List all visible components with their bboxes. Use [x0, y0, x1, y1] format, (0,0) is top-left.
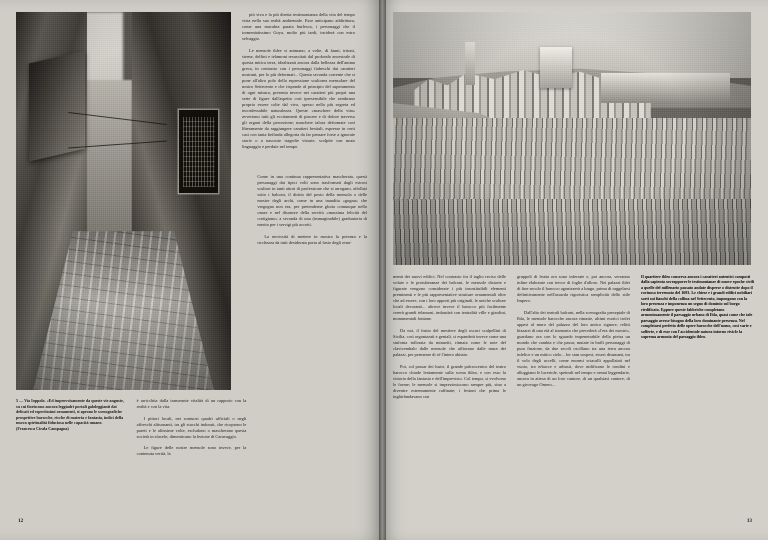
body-paragraph: Poi, col passar dei lustri, il grande palcoscenico del teatro barocco chiude lentamente sulla scena iblea, e con esso la vittoria della fantasia e dell'imprevisto. Col tempo, si evolvono le forme; le mensole si impreziosiscono sempre più, sino a divenire estremamente raffinate; i festoni che prima le inghirlandavano con — [393, 363, 506, 399]
page-number-left: 12 — [18, 518, 24, 524]
left-page-column-right-cont — [257, 174, 367, 463]
body-paragraph: grappoli di frutta ora sono inferrate e, poi ancora, verranno infine elaborate con trecce di foglie d'alloro. Nei palazzi iblei di fine secolo il barocco agonizzerà a lungo, prima di raggelarsi definitivamente nell'assurda rigoristica semplicità dello stile Impero. — [517, 274, 630, 304]
page-number-right: 13 — [746, 518, 752, 524]
ibla-town-panorama-photo — [393, 12, 751, 265]
figure-caption — [16, 398, 126, 463]
left-page-column-mid — [137, 398, 247, 463]
book-gutter — [379, 0, 386, 540]
body-paragraph: I pittori locali, nei sontuosi quadri ufficiali o negli affreschi altisonanti, tra gli stucchi indorati, che ricoprono le pareti e le altissime volte, escludono o mascherano questa società in sfacelo; dimenticano la lezione di Caravaggio. — [136, 415, 247, 439]
right-page-top-section — [393, 12, 754, 265]
body-paragraph: La necessità di mettere in mostra la potenza e la ricchezza da tutti desiderata porta al fasto degli orna- — [257, 233, 368, 245]
body-paragraph: Da noi, il frutto del mestiere degli oscuri scalpellini di Sicilia, così organizzati e geniali, si espanderà invece come una sinfonia inflorata da minuetti, ritmata come le note del clavicembalo dalle mensole che affiorano dalle mura dei palazzi, per permeare di sé l'intero abitato. — [393, 327, 506, 358]
right-page-column-mid — [517, 274, 630, 405]
right-page — [381, 0, 768, 540]
body-paragraph: Le figure delle nostre mensole sono invece, per la contenuta verità, la — [136, 445, 247, 457]
body-paragraph: Come in una continua rappresentativa mascherata, questi personaggi dai tipici volti sono trasformati dagli estrosi scultori in tanti attori di professione che si arrogano, affollati sotto i balconi, il diritto del posto della mensola o delle mostre degli archi, come in una inaudita «gogna» che vergogna non era, per pretenderne gloria comunque nello onore e nel disonore della servitù «massima felicità del cortigiano» a seconda di una (immaginabile) graduatoria di merito per i servigi più accetti. — [257, 174, 368, 228]
right-page-column-left — [393, 274, 506, 405]
body-paragraph: Dall'alto dei teatrali balconi, nella scenografia presepiale di Ibla, le mensole barocche ancora rimaste, ultimi esotici trofei appesi al muro del palazzo del loro antico signore, relitti bizzarri di una età al tramonto che precederà «l'era dei mostri», guardano ora con lo sguardo impenetrabile della pietra un mondo che cambia e che passa; mutate in buffi personaggi di pura finzione, da due secoli oscillano tra una terra ancora infelice e un mitico cielo... lor stan sospesi, esseri disumani, tra il volo degli uccelli, come enormi sciacalli appollaiati nel vuoto, tra erbacce e arbusti, dove nidificano le rondini e alloggiano le lucertole, spettrali nel tempo e ormai leggendarie, ancora in attesa di un loro cantore, di un qualsiasi cantore, di un girovago Omero... — [517, 309, 630, 388]
body-paragraph: menti dei nuovi edifici. Nel contrasto fra il taglio reciso delle volute e le protuberanze dei balconi, le mensole distorte e figurate vengono considerate i più insostituibili elementi preminenti e le più rappresentative strutture ornamentali oltre che ad essere, con i loro apporti più originali, le uniche sculture locali decoranti... altrove invece il barocco più facilmente creerà grandi telamoni, imbastirà con teatralità ville e giardini, monumentali fontane. — [393, 274, 506, 322]
body-paragraph: più viva e la più diretta testimonianza della vita del tempo vista nella sua realtà ambientale. Esse anticipano addirittura, come una macabra parata burlesca, i personaggi che il tormentatissimo Goya, molto più tardi, inciderà con estro selvaggio. — [242, 12, 355, 42]
right-page-caption-column — [641, 274, 754, 405]
right-page-columns — [393, 274, 754, 405]
body-paragraph: è arricchita dalla transeunte vitalità di un rapporto con la realtà e con la vita. — [136, 398, 247, 410]
body-paragraph: Le mensole iblee si animano, a volte, di fauni, tritoni, sirene, delfini e telamoni resuscitati dal profondo ancestrale di questa mitica terra, idealizzati ancora dalla bellezza dell'anima greca, in contrasto con i personaggi fiabeschi dai caratteri nostrani, per lo più deformati... Questa seconda corrente che si pone all'altro polo della espressione scultorea mensolare del nostro Settecento e che risponde al principio del superamento di ogni misura, presenta invece nei caratteri più propri una serie di figure dall'aspetto così ipersensibile che sembrano proprio essere colte dal vivo, spesso nella più segreta ed inconfessabile naturalezza. Queste «maschere della vita» avvertono tutti gli eccitamenti di piacere e di dolore traverso gli organi della percezione; maschere talora deformate così liberamente da raggiungere caratteri bestiali, espresse in certi casi con tanta beffarda allegoria da far pensare forse a ignorate storie o a nascoste tragedie vissute, scolpite con muto linguaggio e perdute nel tempo. — [242, 47, 355, 150]
left-page-bottom-section — [16, 174, 368, 463]
left-page — [0, 0, 381, 540]
via-ioppolo-alley-photo — [16, 12, 231, 390]
figure-caption-credit: (Francesca Cirala Campagna) — [16, 425, 69, 431]
figure-caption-text: Il quartiere ibleo conserva ancora i caratteri autentici composti dalla sapienta sovrapporre le testimonianze di nuove epoche civili a quelle del millenario passato andate disperse o distrutte dopo il rovinoso terremoto del 1693. Le chiese e i grandi edifici nobiliari sorti sui fianchi della collina nel Settecento, impongono con la loro presenza e imponenza un segno di dominio sul borgo riedificato. Eppure queste fabbriche completano armoniosamente il paesaggio urbano di Ibla, quasi come che tale paesaggio avesse bisogno della loro dominante presenza. Nel completarsi perfetto delle opere barocche dell'uomo, così varie e sofferte, e di esse con l'accidentale natura intorno rivicle la suprema armonia del paesaggio ibleo. — [641, 274, 755, 339]
figure-caption-text: 5 — Via Ioppolo. «Ed improvvisamente da queste vie anguste, su cui fioriscono ancora leggiadri portali galoleggianti dai delicati ed espertissimi ornamenti, si aprono le scenografiche prospettive barocche, ricche di materia e fantasia, indici della nuova spiritualità fiduciosa nelle capacità umane. — [16, 398, 124, 425]
